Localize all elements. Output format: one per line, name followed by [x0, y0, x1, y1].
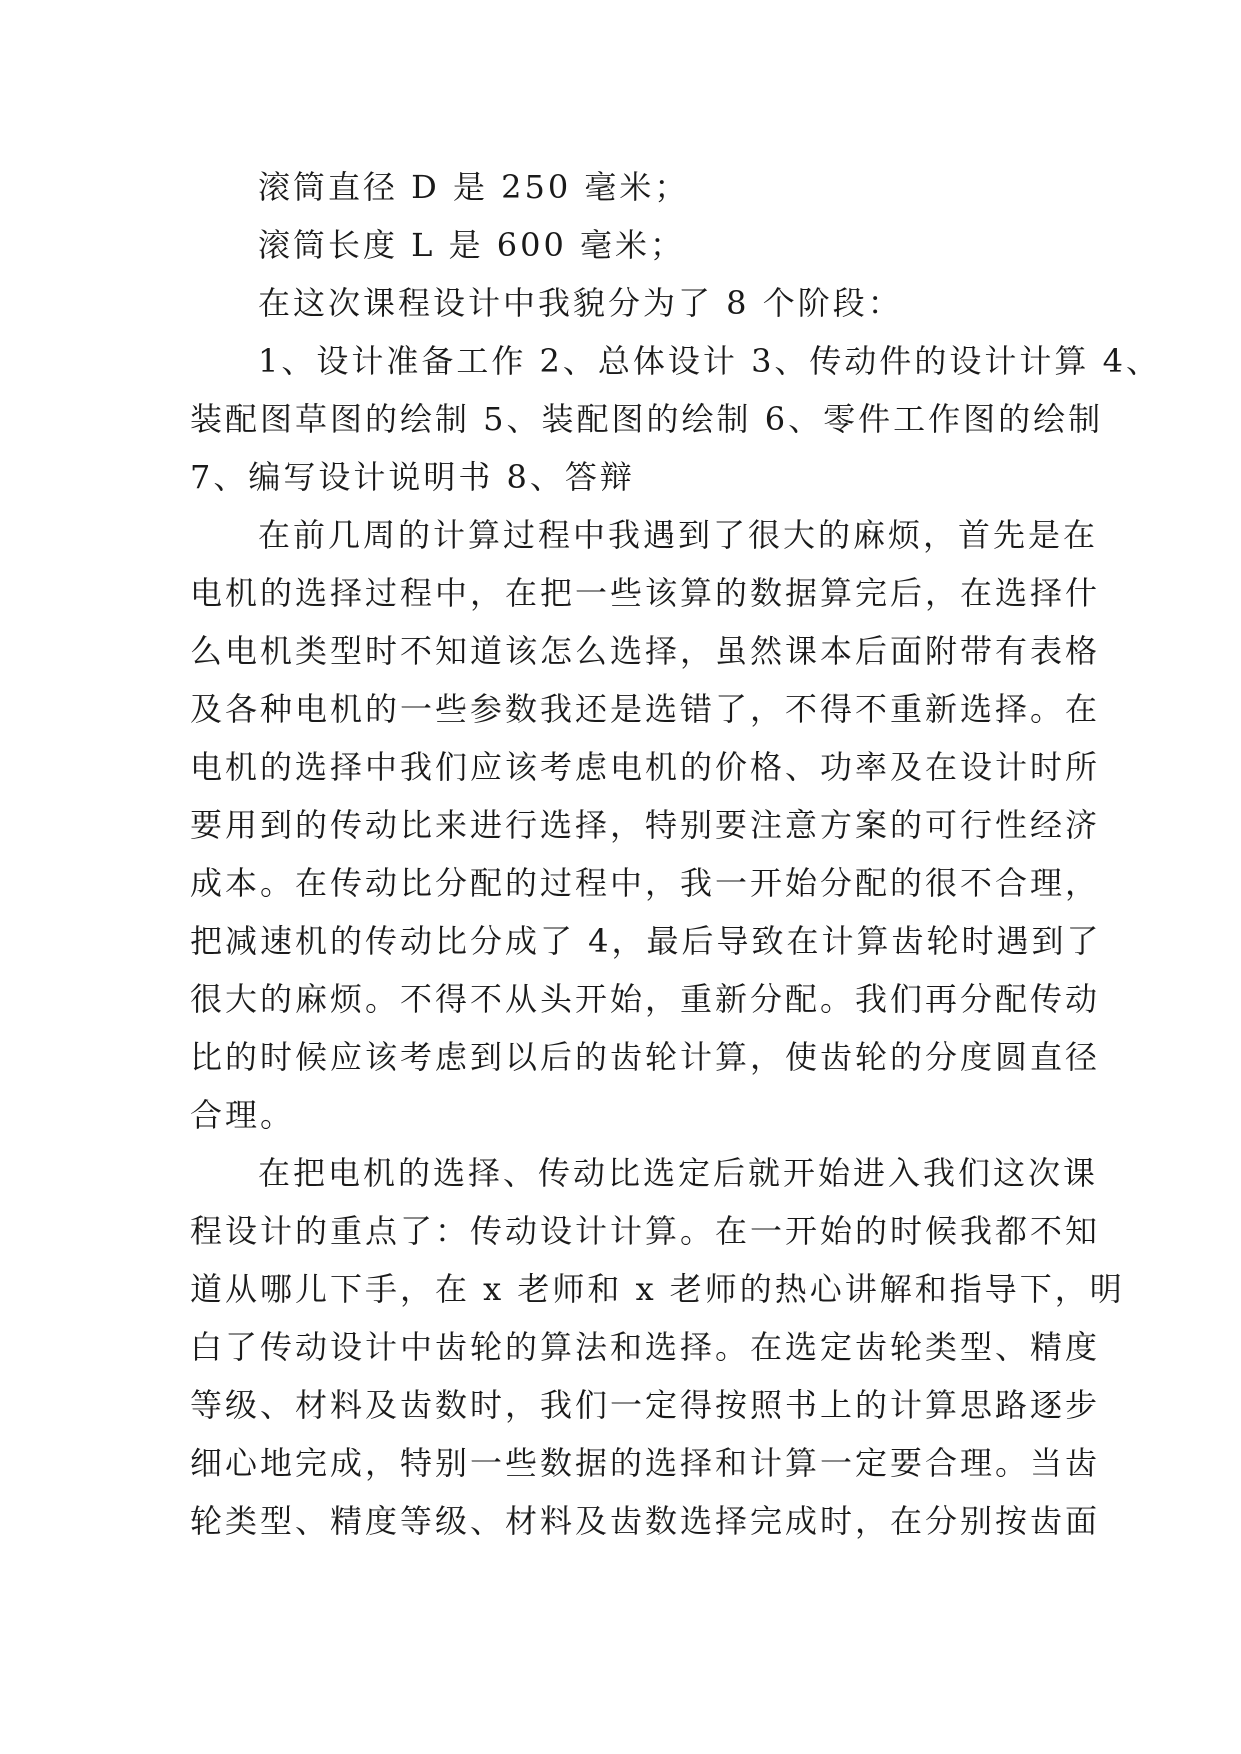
paragraph-line: 在把电机的选择、传动比选定后就开始进入我们这次课: [258, 1154, 1099, 1192]
paragraph-line: 电机的选择过程中，在把一些该算的数据算完后，在选择什: [190, 574, 1101, 612]
stages-line-2: 装配图草图的绘制 5、装配图的绘制 6、零件工作图的绘制: [190, 400, 1104, 438]
paragraph-line: 白了传动设计中齿轮的算法和选择。在选定齿轮类型、精度: [190, 1328, 1101, 1366]
motor-selection-paragraph: [190, 506, 1102, 1144]
stages-list-paragraph: [190, 332, 1161, 506]
paragraph-line: 要用到的传动比来进行选择，特别要注意方案的可行性经济: [190, 806, 1101, 844]
paragraph-line: 细心地完成，特别一些数据的选择和计算一定要合理。当齿: [190, 1444, 1101, 1482]
drum-length-line: 滚筒长度 L 是 600 毫米；: [258, 226, 686, 264]
paragraph-line: 比的时候应该考虑到以后的齿轮计算，使齿轮的分度圆直径: [190, 1038, 1101, 1076]
paragraph-line: 程设计的重点了：传动设计计算。在一开始的时候我都不知: [190, 1212, 1101, 1250]
paragraph-line: 很大的麻烦。不得不从头开始，重新分配。我们再分配传动: [190, 980, 1101, 1018]
paragraph-line: 及各种电机的一些参数我还是选错了，不得不重新选择。在: [190, 690, 1101, 728]
paragraph-line: 把减速机的传动比分成了 4，最后导致在计算齿轮时遇到了: [190, 922, 1102, 960]
document-page: [190, 158, 1161, 1550]
paragraph-line: 在前几周的计算过程中我遇到了很大的麻烦，首先是在: [258, 516, 1099, 554]
paragraph-line: 等级、材料及齿数时，我们一定得按照书上的计算思路逐步: [190, 1386, 1101, 1424]
stages-intro-line: 在这次课程设计中我貌分为了 8 个阶段：: [258, 284, 903, 322]
paragraph-line: 成本。在传动比分配的过程中，我一开始分配的很不合理，: [190, 864, 1101, 902]
paragraph-line: 道从哪儿下手，在 x 老师和 x 老师的热心讲解和指导下，明: [190, 1270, 1125, 1308]
paragraph-line: 合理。: [190, 1096, 296, 1134]
stages-line-1: 1、设计准备工作 2、总体设计 3、传动件的设计计算 4、: [258, 342, 1161, 380]
drum-diameter-line: 滚筒直径 D 是 250 毫米；: [258, 168, 690, 206]
gear-design-paragraph: [190, 1144, 1125, 1550]
paragraph-line: 轮类型、精度等级、材料及齿数选择完成时，在分别按齿面: [190, 1502, 1101, 1540]
stages-line-3: 7、编写设计说明书 8、答辩: [190, 458, 635, 496]
paragraph-line: 电机的选择中我们应该考虑电机的价格、功率及在设计时所: [190, 748, 1101, 786]
paragraph-line: 么电机类型时不知道该怎么选择，虽然课本后面附带有表格: [190, 632, 1101, 670]
